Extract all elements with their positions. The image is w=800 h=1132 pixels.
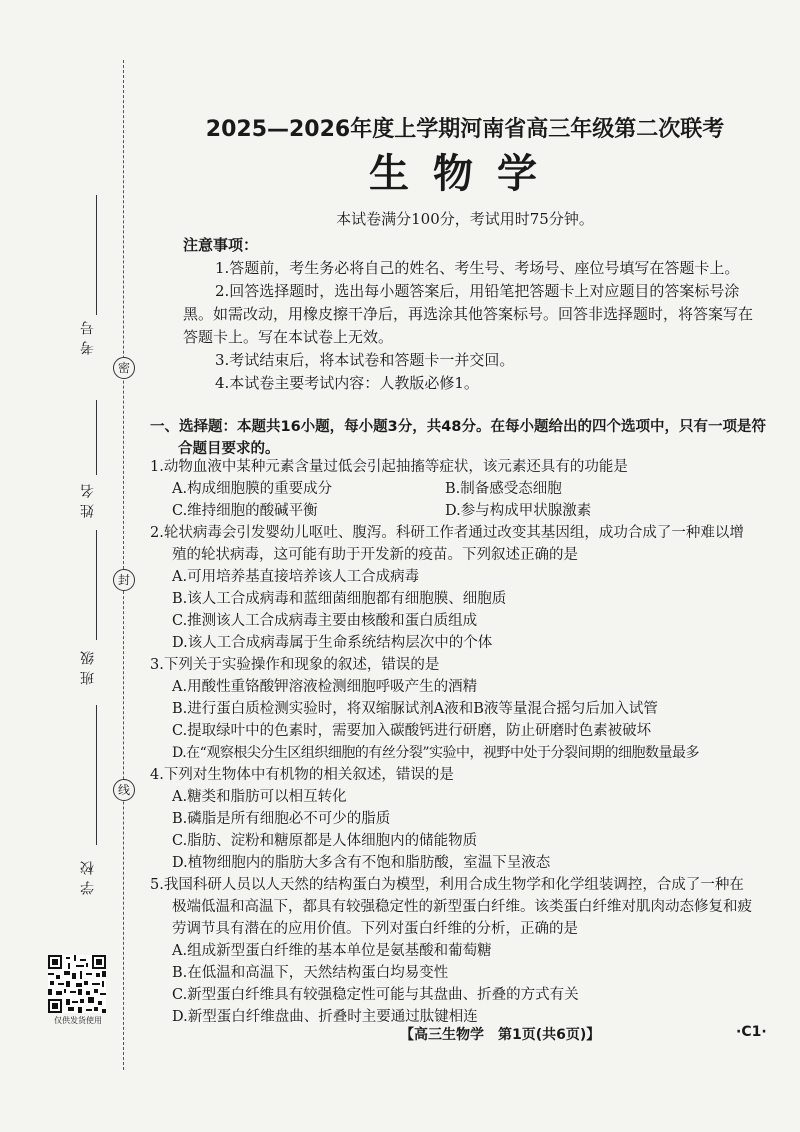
name-line — [96, 400, 97, 475]
notice-item: 3.考试结束后，将本试卷和答题卡一并交回。 — [215, 351, 515, 369]
option: B.制备感受态细胞 — [445, 481, 562, 497]
qr-code — [48, 955, 106, 1013]
option: C.新型蛋白纤维具有较强稳定性可能与其盘曲、折叠的方式有关 — [172, 987, 579, 1003]
option: A.可用培养基直接培养该人工合成病毒 — [172, 569, 420, 585]
school-line — [96, 705, 97, 845]
question-stem: 极端低温和高温下，都具有较强稳定性的新型蛋白纤维。该类蛋白纤维对肌肉动态修复和疲 — [172, 899, 752, 915]
class-line — [96, 530, 97, 640]
label-name: 姓名 — [80, 478, 96, 518]
option: D.该人工合成病毒属于生命系统结构层次中的个体 — [172, 635, 493, 651]
option: C.提取绿叶中的色素时，需要加入碳酸钙进行研磨，防止研磨时色素被破坏 — [172, 723, 652, 739]
option: B.磷脂是所有细胞必不可少的脂质 — [172, 811, 391, 827]
option: A.糖类和脂肪可以相互转化 — [172, 789, 347, 805]
label-class: 班级 — [80, 645, 96, 685]
question-stem: 殖的轮状病毒，这可能有助于开发新的疫苗。下列叙述正确的是 — [172, 547, 578, 563]
exam-title: 2025—2026年度上学期河南省高三年级第二次联考 — [205, 117, 725, 142]
option: B.在低温和高温下，天然结构蛋白均易变性 — [172, 965, 449, 981]
question-stem: 4.下列对生物体中有机物的相关叙述，错误的是 — [150, 767, 454, 783]
paper-code: ·C1· — [736, 1024, 767, 1040]
option: B.进行蛋白质检测实验时，将双缩脲试剂A液和B液等量混合摇匀后加入试管 — [172, 701, 658, 717]
option: D.植物细胞内的脂肪大多含有不饱和脂肪酸，室温下呈液态 — [172, 855, 551, 871]
seal-mi: 密 — [113, 357, 135, 379]
section-heading — [150, 416, 780, 460]
label-school: 学校 — [80, 855, 96, 895]
question-stem: 3.下列关于实验操作和现象的叙述，错误的是 — [150, 657, 440, 673]
option: A.组成新型蛋白纤维的基本单位是氨基酸和葡萄糖 — [172, 943, 492, 959]
notice-item: 1.答题前，考生务必将自己的姓名、考生号、考场号、座位号填写在答题卡上。 — [215, 259, 740, 277]
label-exam-number: 考号 — [80, 315, 96, 355]
option: D.在“观察根尖分生区组织细胞的有丝分裂”实验中，视野中处于分裂间期的细胞数量最多 — [172, 745, 699, 761]
notice-item: 答题卡上。写在本试卷上无效。 — [183, 328, 394, 346]
notice-item: 2.回答选择题时，选出每小题答案后，用铅笔把答题卡上对应题目的答案标号涂 — [215, 282, 740, 300]
question-stem: 劳调节具有潜在的应用价值。下列对蛋白纤维的分析，正确的是 — [172, 921, 578, 937]
seal-xian: 线 — [113, 779, 135, 801]
exam-number-line — [96, 195, 97, 315]
seal-feng: 封 — [113, 569, 135, 591]
question-stem: 1.动物血液中某种元素含量过低会引起抽搐等症状，该元素还具有的功能是 — [150, 459, 628, 475]
question-stem: 5.我国科研人员以人天然的结构蛋白为模型，利用合成生物学和化学组装调控，合成了一种在 — [150, 877, 744, 893]
section-line: 合题目要求的。 — [178, 441, 280, 457]
subject-title: 生物学 — [369, 151, 561, 197]
page-footer: 【高三生物学 第1页(共6页)】 — [400, 1027, 601, 1043]
option: B.该人工合成病毒和蓝细菌细胞都有细胞膜、细胞质 — [172, 591, 507, 607]
question-stem: 2.轮状病毒会引发婴幼儿呕吐、腹泻。科研工作者通过改变其基因组，成功合成了一种难以增 — [150, 525, 744, 541]
option: A.构成细胞膜的重要成分 — [172, 481, 333, 497]
option: D.新型蛋白纤维盘曲、折叠时主要通过肽键相连 — [172, 1009, 478, 1025]
option: C.推测该人工合成病毒主要由核酸和蛋白质组成 — [172, 613, 478, 629]
qr-caption: 仅供发货使用 — [54, 1016, 102, 1025]
option: D.参与构成甲状腺激素 — [445, 503, 592, 519]
option: C.脂肪、淀粉和糖原都是人体细胞内的储能物质 — [172, 833, 478, 849]
option: C.维持细胞的酸碱平衡 — [172, 503, 318, 519]
option: A.用酸性重铬酸钾溶液检测细胞呼吸产生的酒精 — [172, 679, 478, 695]
seal-dashed-line — [123, 60, 124, 1070]
notice-item: 黑。如需改动，用橡皮擦干净后，再选涂其他答案标号。回答非选择题时，将答案写在 — [183, 305, 754, 323]
section-line: 一、选择题：本题共16小题，每小题3分，共48分。在每小题给出的四个选项中，只有一项是符 — [150, 419, 766, 435]
notice-item: 4.本试卷主要考试内容：人教版必修1。 — [215, 374, 479, 392]
notice-heading: 注意事项： — [183, 236, 259, 254]
exam-info: 本试卷满分100分，考试用时75分钟。 — [336, 210, 594, 228]
